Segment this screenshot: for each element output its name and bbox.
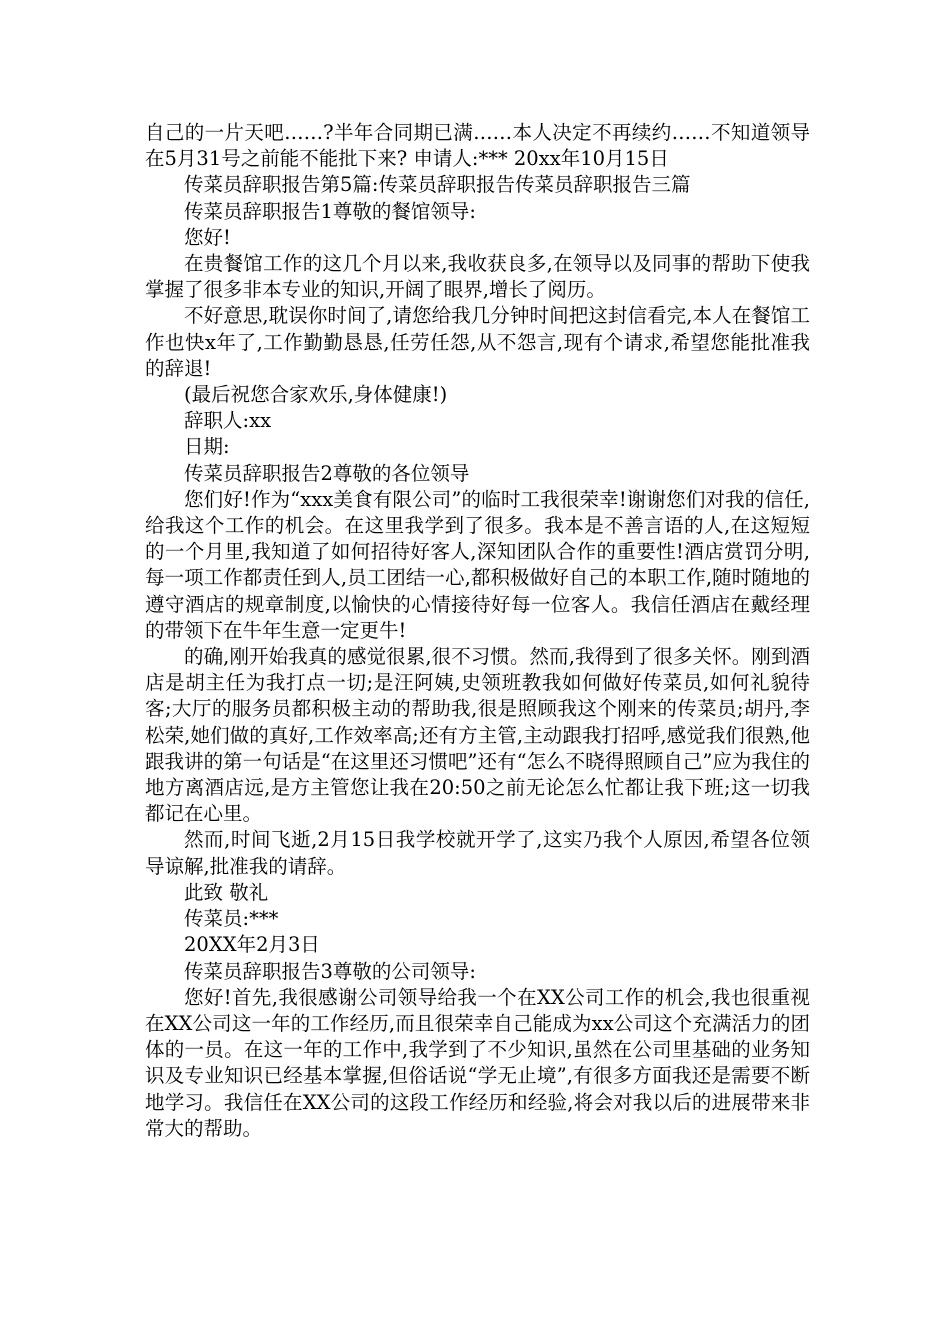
paragraph: 辞职人:xx [184, 409, 272, 433]
paragraph: 传菜员辞职报告第5篇:传菜员辞职报告传菜员辞职报告三篇 [184, 173, 691, 197]
paragraph: 的确,刚开始我真的感觉很累,很不习惯。然而,我得到了很多关怀。刚到酒店是胡主任为我打点一切;是汪阿姨,史领班教我如何做好传菜员,如何礼貌待客;大厅的服务员都积极主动的帮助我,很是照顾我这个刚来的传菜员;胡丹,李松荣,她们做的真好,工作效率高;还有方主管,主动跟我打招呼,感觉我们很熟,他跟我讲的第一句话是“在这里还习惯吧”还有“怎么不晓得照顾自己”应为我住的地方离酒店远,是方主管您让我在20:50之前无论怎么忙都让我下班;这一切我都记在心里。 [145, 645, 810, 826]
paragraph: 20XX年2月3日 [184, 933, 320, 957]
paragraph: 日期: [184, 435, 230, 459]
paragraph: 您好!首先,我很感谢公司领导给我一个在XX公司工作的机会,我也很重视在XX公司这一年的工作经历,而且很荣幸自己能成为xx公司这个充满活力的团体的一员。在这一年的工作中,我学到了不少知识,虽然在公司里基础的业务知识及专业知识已经基本掌握,但俗话说“学无止境”,有很多方面我还是需要不断地学习。我信任在XX公司的这段工作经历和经验,将会对我以后的进展带来非常大的帮助。 [145, 985, 810, 1140]
paragraph: 然而,时间飞逝,2月15日我学校就开学了,这实乃我个人原因,希望各位领导谅解,批准我的请辞。 [145, 828, 810, 878]
paragraph: 传菜员辞职报告1尊敬的餐馆领导: [184, 199, 476, 223]
paragraph: 您们好!作为“xxx美食有限公司”的临时工我很荣幸!谢谢您们对我的信任,给我这个工作的机会。在这里我学到了很多。我本是不善言语的人,在这短短的一个月里,我知道了如何招待好客人,深知团队合作的重要性!酒店赏罚分明,每一项工作都责任到人,员工团结一心,都积极做好自己的本职工作,随时随地的遵守酒店的规章制度,以愉快的心情接待好每一位客人。我信任酒店在戴经理的带领下在牛年生意一定更牛! [145, 487, 810, 642]
paragraph: 不好意思,耽误你时间了,请您给我几分钟时间把这封信看完,本人在餐馆工作也快x年了,工作勤勤恳恳,任劳任怨,从不怨言,现有个请求,希望您能批准我的辞退! [145, 304, 810, 380]
paragraph: 在贵餐馆工作的这几个月以来,我收获良多,在领导以及同事的帮助下使我掌握了很多非本专业的知识,开阔了眼界,增长了阅历。 [145, 252, 810, 302]
paragraph: 传菜员辞职报告3尊敬的公司领导: [184, 959, 476, 983]
paragraph: 传菜员辞职报告2尊敬的各位领导 [184, 461, 470, 485]
paragraph: 此致 敬礼 [184, 880, 269, 904]
paragraph: 自己的一片天吧……?半年合同期已满……本人决定不再续约……不知道领导在5月31号之前能不能批下来? 申请人:*** 20xx年10月15日 [145, 121, 810, 171]
document-body [145, 120, 810, 1142]
paragraph: 传菜员:*** [184, 907, 279, 931]
paragraph: 您好! [184, 225, 231, 249]
paragraph: (最后祝您合家欢乐,身体健康!) [184, 383, 448, 407]
